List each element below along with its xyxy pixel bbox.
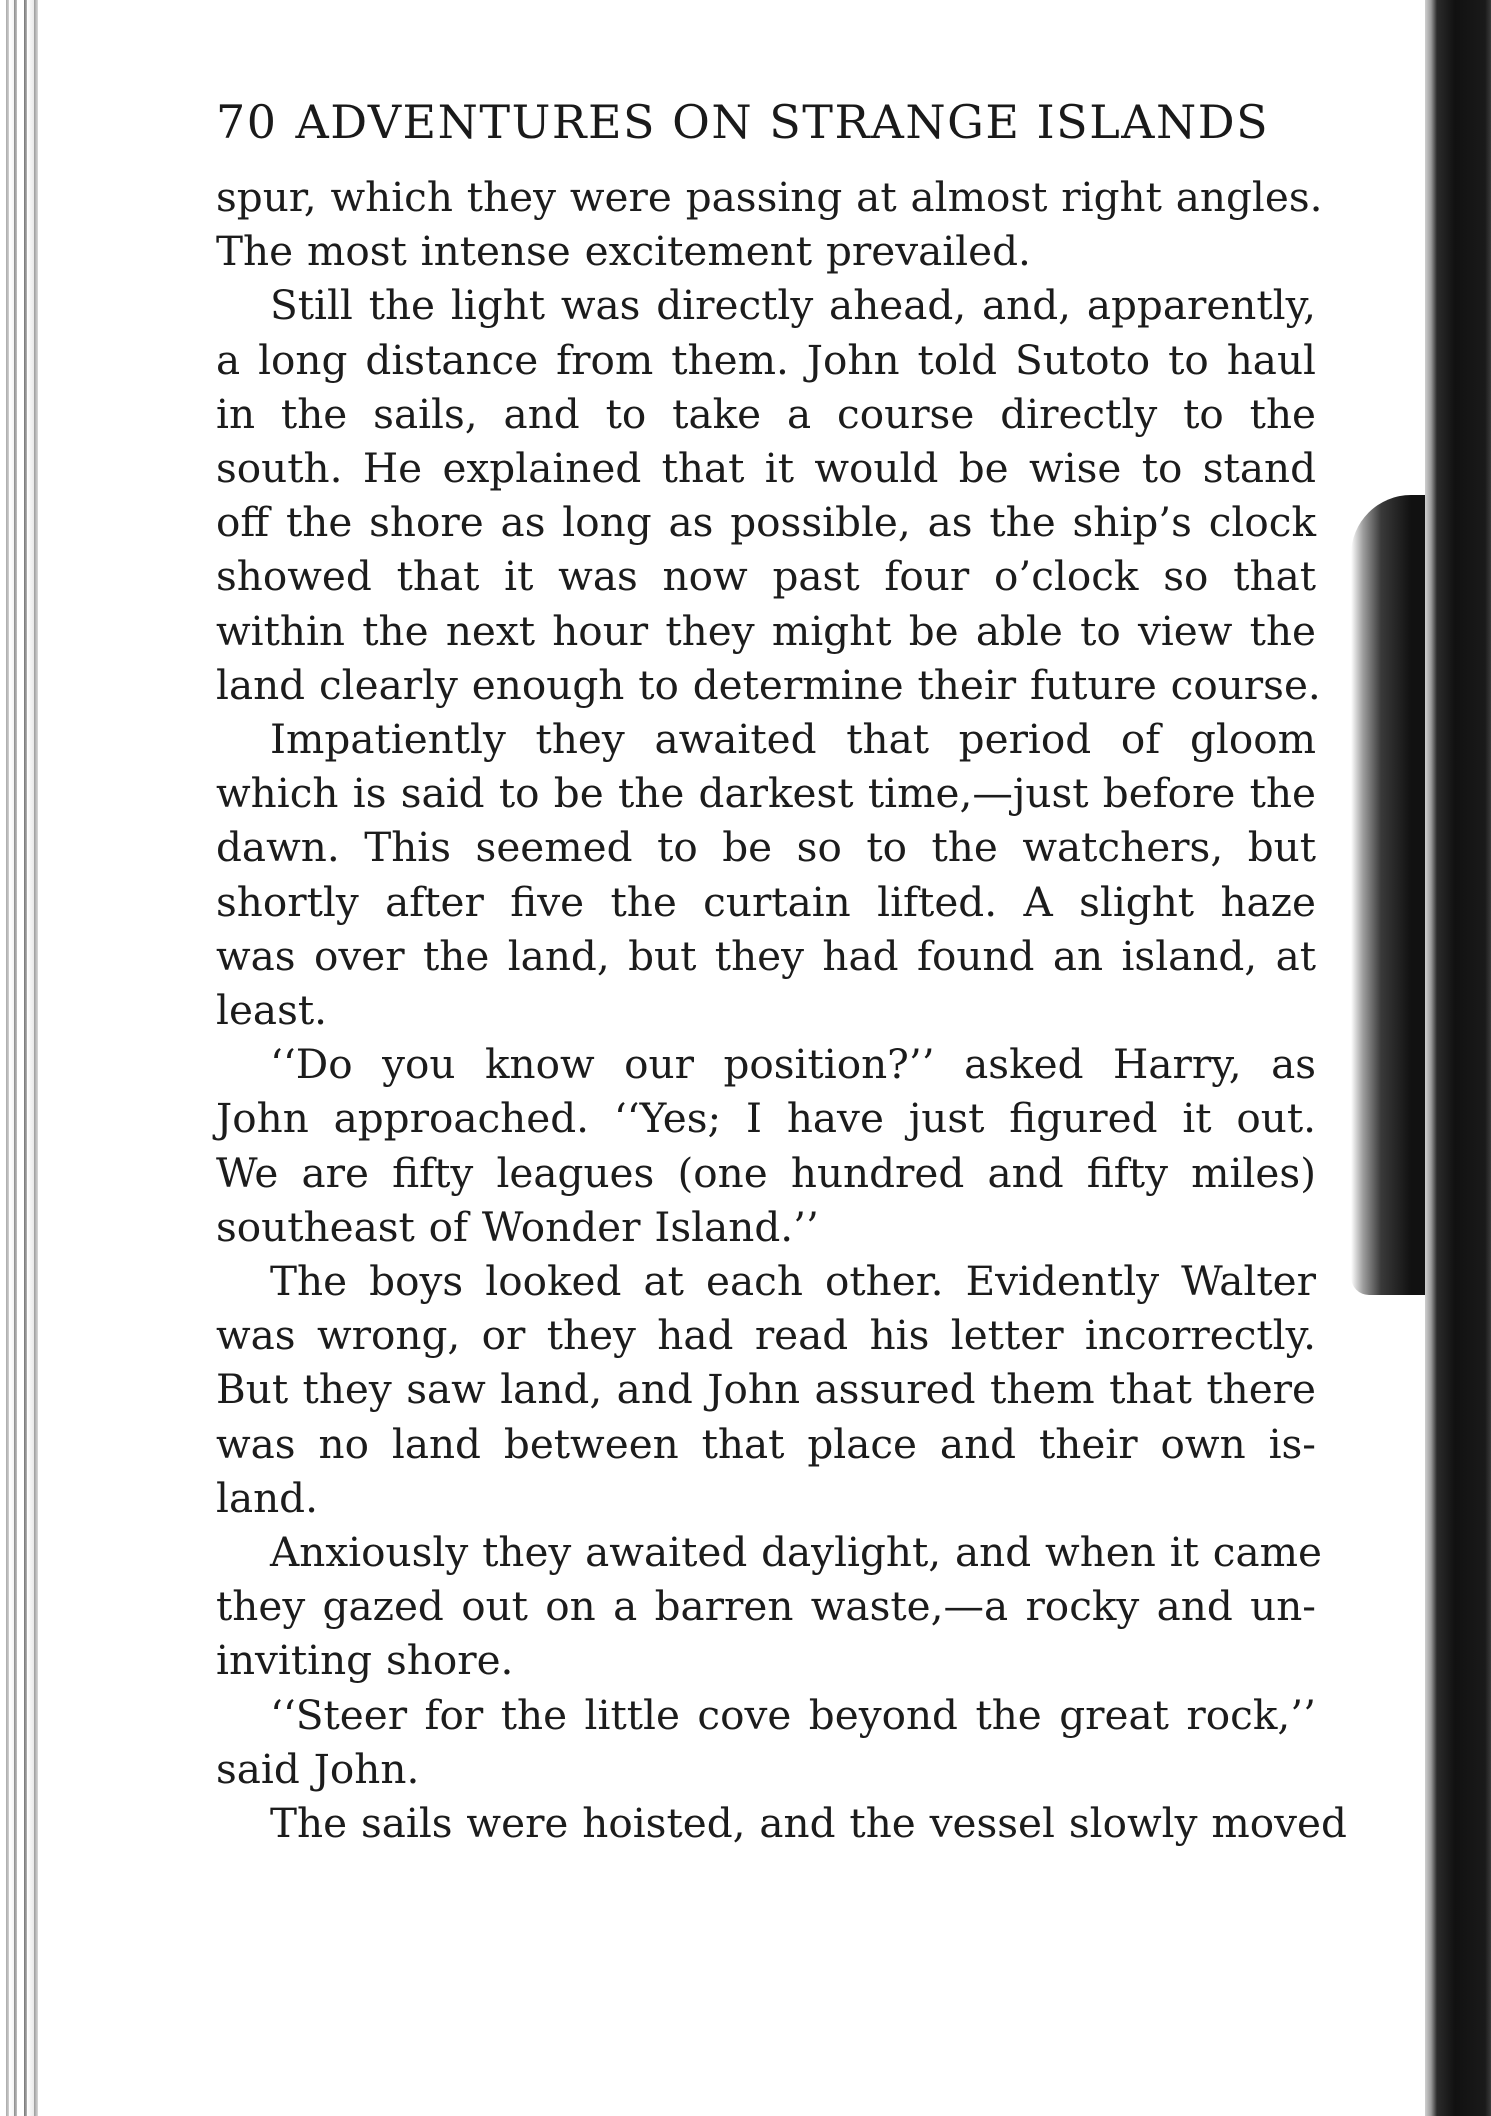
text-line: was wrong, or they had read his letter incorrectly.: [216, 1311, 1316, 1360]
text-line: was no land between that place and their own is-: [216, 1419, 1316, 1468]
text-line: least.: [216, 986, 327, 1035]
text-line: they gazed out on a barren waste,—a rocky and un-: [216, 1582, 1316, 1631]
text-line: which is said to be the darkest time,—just before the: [216, 769, 1316, 818]
paragraph: [216, 170, 1323, 278]
text-line: The boys looked at each other. Evidently Walter: [270, 1257, 1316, 1306]
text-line: southeast of Wonder Island.’’: [216, 1202, 819, 1251]
paragraph: [216, 1254, 1316, 1525]
text-line: We are fifty leagues (one hundred and fifty miles): [216, 1148, 1316, 1197]
text-line: off the shore as long as possible, as the ship’s clock: [216, 498, 1316, 547]
paragraph: [216, 1688, 1316, 1796]
text-line: dawn. This seemed to be so to the watchers, but: [216, 823, 1316, 872]
paragraph: [216, 1796, 1347, 1850]
running-head: [216, 92, 1316, 152]
paragraph: [216, 278, 1321, 712]
text-line: But they saw land, and John assured them that there: [216, 1365, 1316, 1414]
paragraph: [216, 712, 1316, 1037]
text-line: south. He explained that it would be wise to stand: [216, 444, 1316, 493]
book-page: [216, 92, 1347, 1850]
text-line: in the sails, and to take a course directly to the: [216, 389, 1316, 438]
text-line: showed that it was now past four o’clock so that: [216, 552, 1316, 601]
body-text: [216, 170, 1347, 1850]
text-line: was over the land, but they had found an island, at: [216, 931, 1316, 980]
paragraph: [216, 1525, 1323, 1688]
text-line: said John.: [216, 1744, 420, 1793]
text-line: The most intense excitement prevailed.: [216, 227, 1031, 276]
text-line: land.: [216, 1473, 318, 1522]
text-line: Still the light was directly ahead, and, apparently,: [270, 281, 1316, 330]
text-line: Impatiently they awaited that period of gloom: [270, 715, 1316, 764]
text-line: a long distance from them. John told Sutoto to haul: [216, 335, 1316, 384]
scan-fore-edge: [1425, 0, 1491, 2116]
text-line: John approached. ‘‘Yes; I have just figured it out.: [216, 1094, 1316, 1143]
text-line: inviting shore.: [216, 1636, 514, 1685]
text-line: within the next hour they might be able to view the: [216, 606, 1316, 655]
page-number: 70: [216, 95, 278, 149]
text-line: shortly after five the curtain lifted. A slight haze: [216, 877, 1316, 926]
text-line: spur, which they were passing at almost right angles.: [216, 173, 1323, 221]
paragraph: [216, 1037, 1316, 1254]
text-line: The sails were hoisted, and the vessel slowly moved: [270, 1799, 1347, 1848]
text-line: ‘‘Steer for the little cove beyond the great rock,’’: [270, 1690, 1316, 1739]
text-line: Anxiously they awaited daylight, and when it came: [270, 1528, 1323, 1577]
text-line: ‘‘Do you know our position?’’ asked Harry, as: [270, 1040, 1316, 1089]
scan-binding-edge: [0, 0, 52, 2116]
text-line: land clearly enough to determine their future course.: [216, 660, 1321, 709]
running-title: ADVENTURES ON STRANGE ISLANDS: [295, 95, 1270, 149]
